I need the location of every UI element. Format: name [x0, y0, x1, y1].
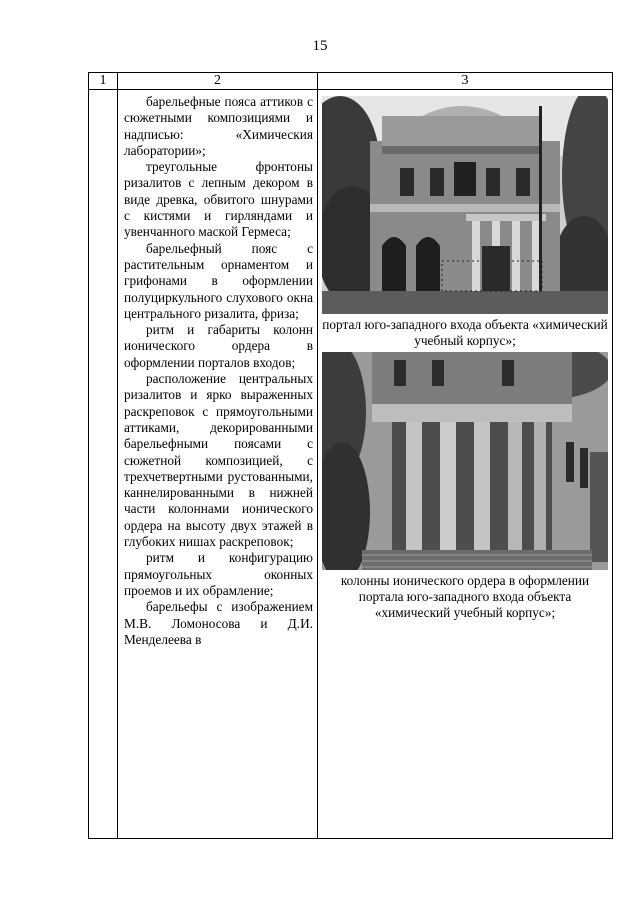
- header-col-1: 1: [89, 73, 118, 90]
- features-list: [118, 90, 317, 652]
- feature-paragraph: барельефный пояс с растительным орнаментом и грифонами в оформлении полуциркульного слухового окна центрального ризалита, фриза;: [124, 240, 313, 321]
- photo-caption: портал юго-западного входа объекта «химический учебный корпус»;: [322, 317, 608, 349]
- header-col-3: 3: [318, 73, 613, 90]
- table-header-row: [89, 73, 613, 90]
- cell-col-2: [118, 90, 318, 839]
- building-portal-photo: [322, 96, 608, 314]
- photo-caption: колонны ионического ордера в оформлении портала юго-западного входа объекта «химический учебный корпус»;: [340, 572, 590, 621]
- feature-paragraph: ритм и конфигурацию прямоугольных оконных проемов и их обрамление;: [124, 550, 313, 598]
- header-col-2: 2: [118, 73, 318, 90]
- feature-paragraph: расположение центральных ризалитов и ярко выраженных раскреповок с прямоугольными аттиками, декорированными барельефными поясами с сюжетной композицией, с трехчетвертными рустованными, каннелированными в нижней части колоннами ионического ордера на высоту двух этажей в глубоких нишах раскреповок;: [124, 371, 313, 550]
- feature-paragraph: ритм и габариты колонн ионического ордера в оформлении порталов входов;: [124, 322, 313, 370]
- feature-paragraph: барельефные пояса аттиков с сюжетными композициями и надписью: «Химическия лаборатории»;: [124, 94, 313, 158]
- cell-col-1: [89, 90, 118, 839]
- feature-paragraph: барельефы с изображением М.В. Ломоносова и Д.И. Менделеева в: [124, 599, 313, 647]
- page-number: 15: [312, 38, 328, 54]
- cell-col-3: [318, 90, 613, 839]
- table-content-row: [89, 90, 613, 839]
- object-protection-table: [88, 72, 613, 839]
- feature-paragraph: треугольные фронтоны ризалитов с лепным декором в виде древка, обвитого шнурами с кистями и гирляндами и увенчанного маской Гермеса;: [124, 159, 313, 240]
- ionic-columns-photo: [322, 352, 608, 570]
